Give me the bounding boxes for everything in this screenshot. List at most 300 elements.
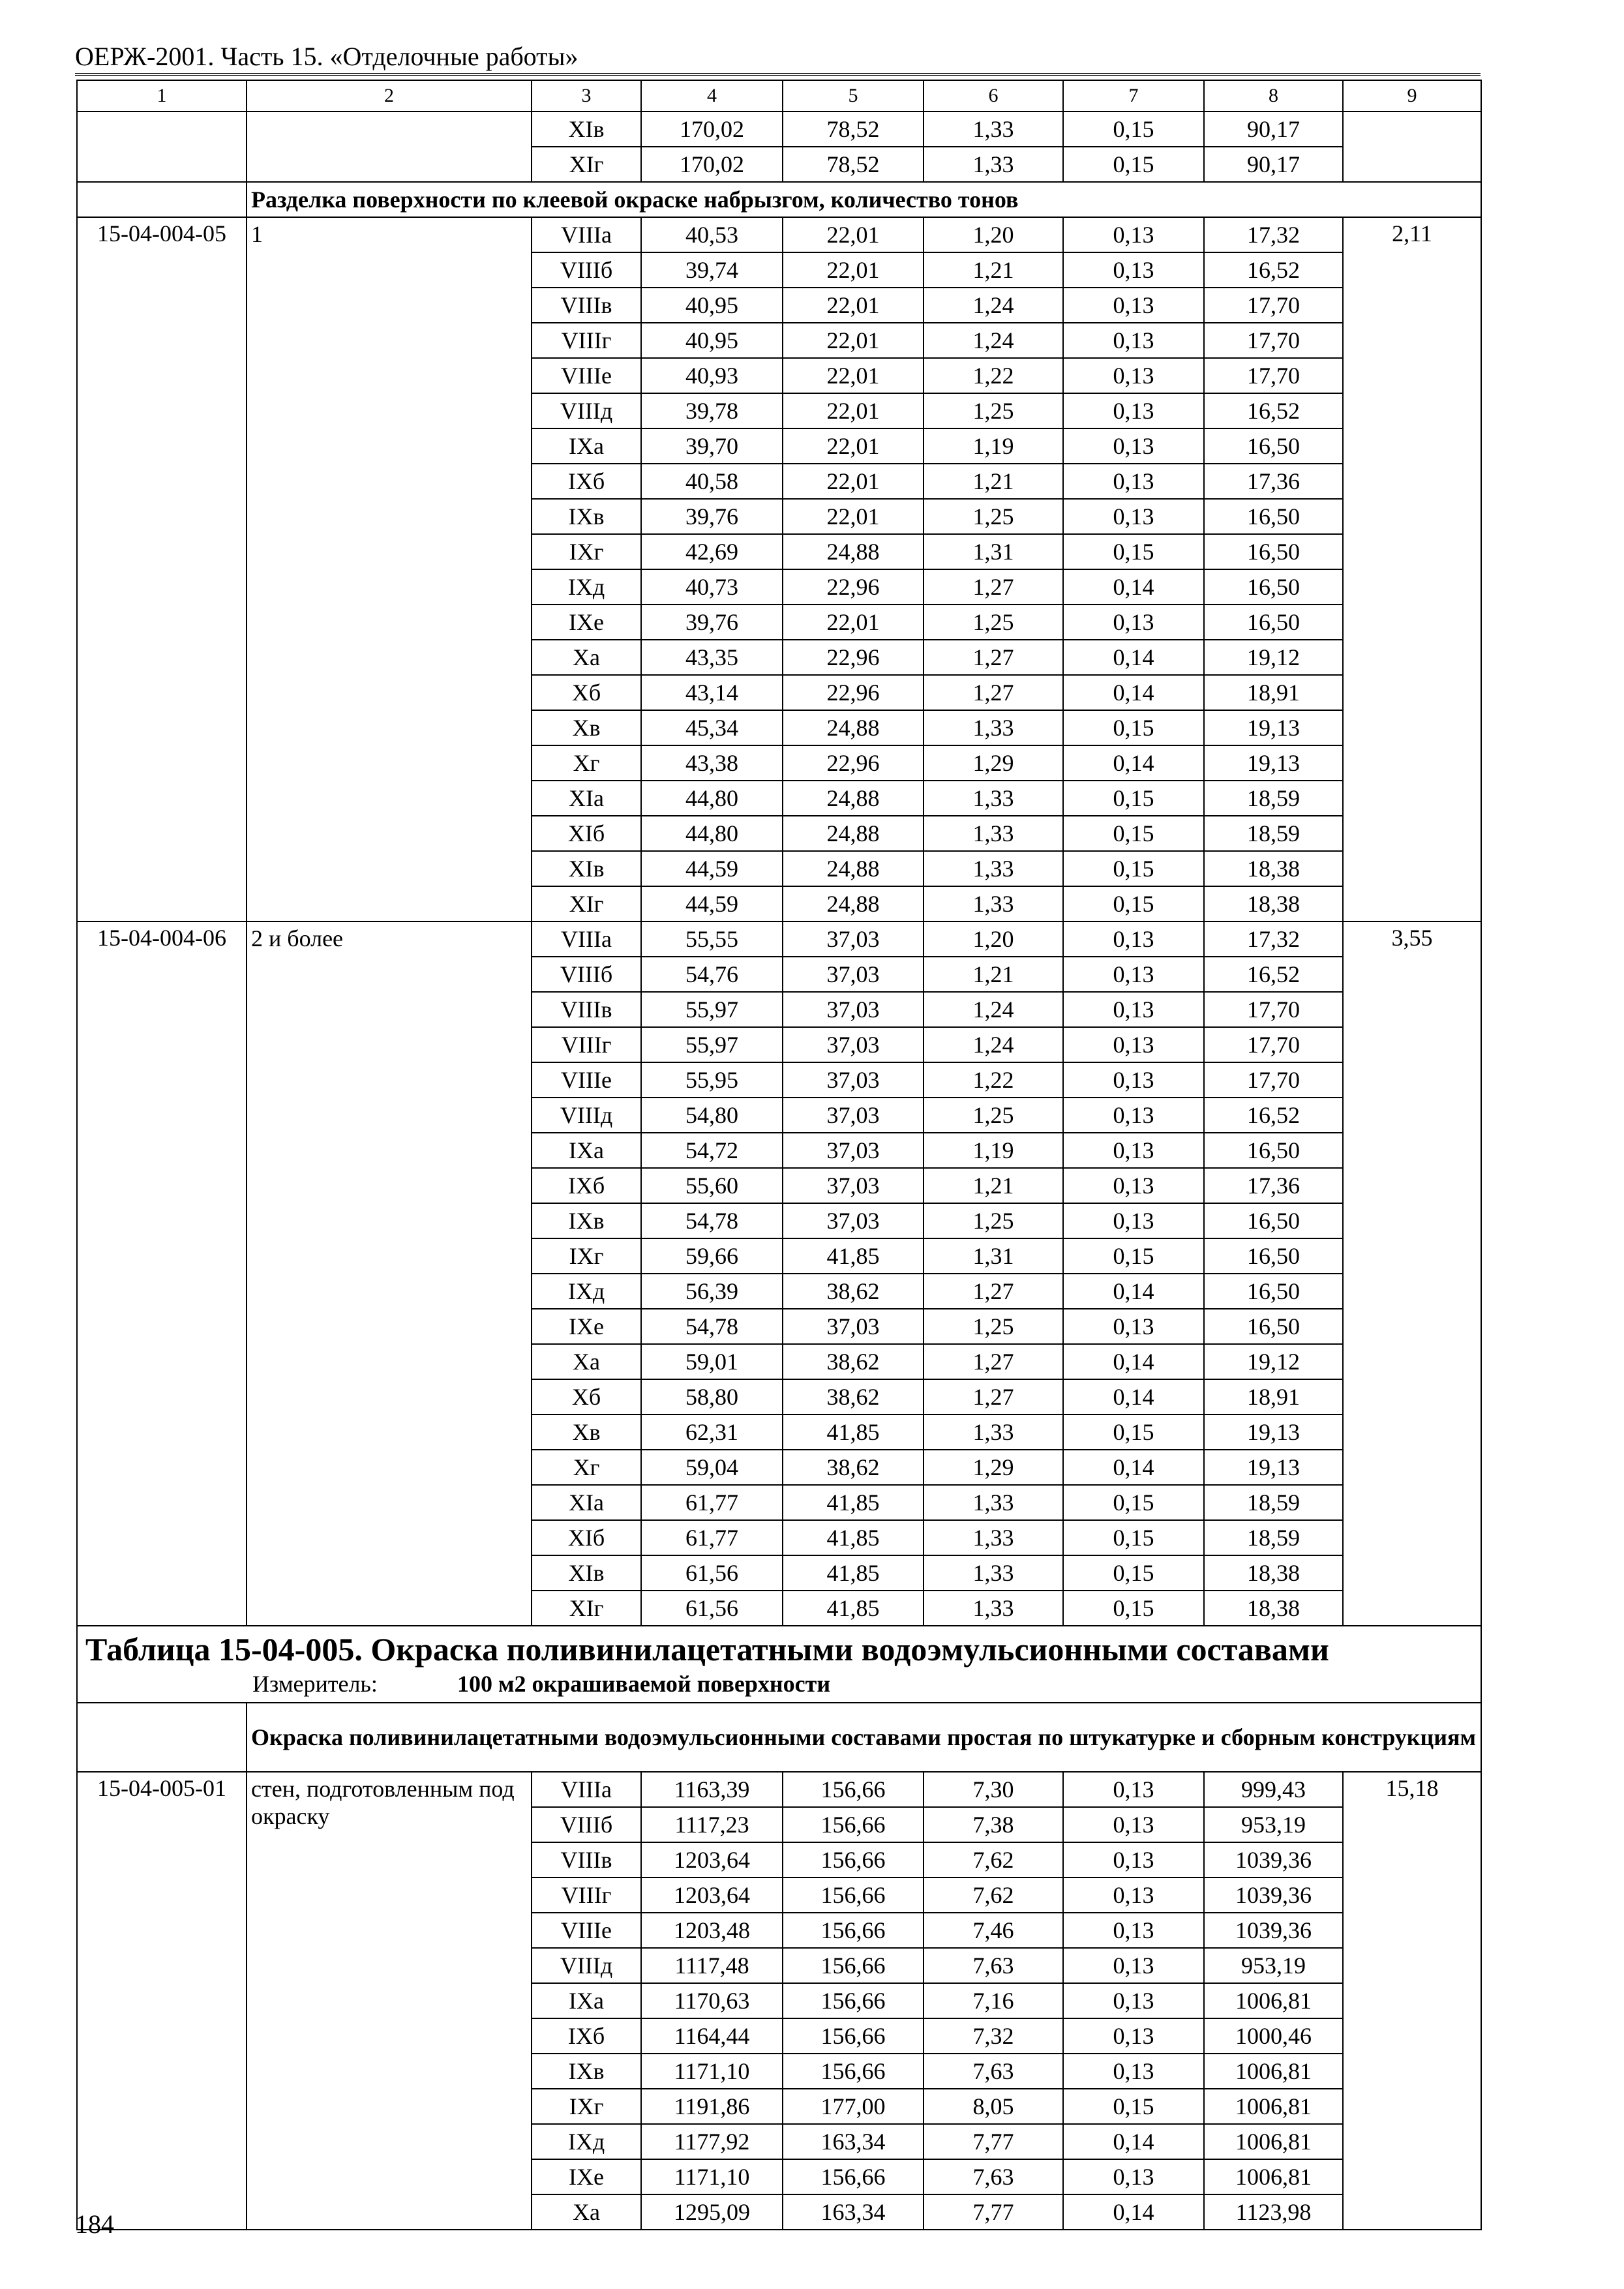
region-cell: VIIIа: [532, 217, 641, 252]
value-cell: 0,14: [1063, 569, 1204, 605]
value-cell: 1039,36: [1204, 1842, 1343, 1878]
value-cell: 1117,23: [641, 1807, 783, 1842]
rates-table-body: [77, 80, 1481, 2230]
value-cell: 1,19: [924, 428, 1063, 464]
region-cell: VIIIб: [532, 957, 641, 992]
value-cell: 19,13: [1204, 745, 1343, 781]
value-cell: 55,55: [641, 921, 783, 957]
region-cell: Xв: [532, 1414, 641, 1450]
value-cell: 0,14: [1063, 1274, 1204, 1309]
value-cell: 17,32: [1204, 921, 1343, 957]
value-cell: 0,15: [1063, 1414, 1204, 1450]
value-cell: 7,16: [924, 1983, 1063, 2018]
value-cell: 0,15: [1063, 147, 1204, 182]
region-cell: Xа: [532, 640, 641, 675]
value-cell: 1,33: [924, 851, 1063, 886]
column-number-cell: 9: [1343, 80, 1481, 112]
value-cell: 18,38: [1204, 851, 1343, 886]
value-cell: 1,33: [924, 710, 1063, 745]
value-cell: 0,13: [1063, 217, 1204, 252]
value-cell: 16,52: [1204, 393, 1343, 428]
value-cell: 0,13: [1063, 2159, 1204, 2194]
value-cell: 37,03: [783, 1062, 924, 1098]
value-cell: 170,02: [641, 147, 783, 182]
value-cell: 0,13: [1063, 358, 1204, 393]
value-cell: 22,01: [783, 288, 924, 323]
value-cell: 0,13: [1063, 323, 1204, 358]
region-cell: IXд: [532, 1274, 641, 1309]
value-cell: 44,80: [641, 816, 783, 851]
value-cell: 19,12: [1204, 1344, 1343, 1379]
value-cell: 0,15: [1063, 1555, 1204, 1591]
value-cell: 1006,81: [1204, 2054, 1343, 2089]
value-cell: 22,01: [783, 428, 924, 464]
value-cell: 16,50: [1204, 534, 1343, 569]
value-cell: 41,85: [783, 1591, 924, 1626]
section-title-blank: [77, 182, 247, 217]
region-cell: IXв: [532, 1203, 641, 1238]
value-cell: 0,13: [1063, 957, 1204, 992]
table-title: Таблица 15-04-005. Окраска поливинилацетатными водоэмульсионными составами: [85, 1631, 1329, 1668]
value-cell: 1295,09: [641, 2194, 783, 2230]
value-cell: 1171,10: [641, 2054, 783, 2089]
value-cell: 17,36: [1204, 1168, 1343, 1203]
value-cell: 0,13: [1063, 464, 1204, 499]
value-cell: 156,66: [783, 1948, 924, 1983]
value-cell: 43,38: [641, 745, 783, 781]
value-cell: 37,03: [783, 1309, 924, 1344]
value-cell: 40,73: [641, 569, 783, 605]
value-cell: 1,27: [924, 1379, 1063, 1414]
value-cell: 61,77: [641, 1520, 783, 1555]
value-cell: 156,66: [783, 2054, 924, 2089]
region-cell: IXб: [532, 1168, 641, 1203]
value-cell: 7,62: [924, 1878, 1063, 1913]
value-cell: 0,13: [1063, 1133, 1204, 1168]
value-cell: 0,15: [1063, 781, 1204, 816]
meter-value: 100 м2 окрашиваемой поверхности: [457, 1671, 831, 1697]
region-cell: Xг: [532, 745, 641, 781]
value-cell: 156,66: [783, 2159, 924, 2194]
value-cell: 18,59: [1204, 1520, 1343, 1555]
value-cell: 8,05: [924, 2089, 1063, 2124]
value-cell: 1,20: [924, 217, 1063, 252]
region-cell: IXд: [532, 2124, 641, 2159]
value-cell: 22,01: [783, 358, 924, 393]
region-cell: IXд: [532, 569, 641, 605]
value-cell: 1006,81: [1204, 2089, 1343, 2124]
value-cell: 16,50: [1204, 1238, 1343, 1274]
value-cell: 37,03: [783, 1027, 924, 1062]
region-cell: XIа: [532, 1485, 641, 1520]
value-cell: 0,13: [1063, 499, 1204, 534]
region-cell: IXа: [532, 1983, 641, 2018]
value-cell: 16,50: [1204, 499, 1343, 534]
table-title-row: [77, 1626, 1481, 1703]
value-cell: 1171,10: [641, 2159, 783, 2194]
value-cell: 40,95: [641, 288, 783, 323]
value-cell: 24,88: [783, 534, 924, 569]
value-cell: 17,70: [1204, 1027, 1343, 1062]
page-header: ОЕРЖ-2001. Часть 15. «Отделочные работы»: [75, 42, 579, 71]
value-cell: 54,78: [641, 1203, 783, 1238]
value-cell: 0,15: [1063, 112, 1204, 147]
value-cell: 44,80: [641, 781, 783, 816]
value-cell: 18,59: [1204, 781, 1343, 816]
value-cell: 17,70: [1204, 323, 1343, 358]
value-cell: 0,13: [1063, 921, 1204, 957]
section-title: Разделка поверхности по клеевой окраске набрызгом, количество тонов: [247, 182, 1481, 217]
value-cell: 0,15: [1063, 816, 1204, 851]
value-cell: 170,02: [641, 112, 783, 147]
value-cell: 0,14: [1063, 1379, 1204, 1414]
value-cell: 90,17: [1204, 147, 1343, 182]
value-cell: 0,15: [1063, 1520, 1204, 1555]
value-cell: 42,69: [641, 534, 783, 569]
region-cell: IXг: [532, 534, 641, 569]
value-cell: 22,96: [783, 745, 924, 781]
value-cell: 1,24: [924, 288, 1063, 323]
desc-cell: 2 и более: [247, 921, 532, 1626]
section-title-row: [77, 182, 1481, 217]
value-cell: 37,03: [783, 1168, 924, 1203]
value-cell: 78,52: [783, 147, 924, 182]
region-cell: VIIIа: [532, 921, 641, 957]
value-cell: 54,76: [641, 957, 783, 992]
value-cell: 24,88: [783, 781, 924, 816]
column-number-cell: 5: [783, 80, 924, 112]
region-cell: IXа: [532, 1133, 641, 1168]
value-cell: 22,01: [783, 323, 924, 358]
code-cell: 15-04-005-01: [77, 1772, 247, 2230]
value-cell: 1,22: [924, 358, 1063, 393]
code-cell: 15-04-004-05: [77, 217, 247, 921]
extra-cell: 2,11: [1343, 217, 1481, 921]
region-cell: IXв: [532, 2054, 641, 2089]
region-cell: XIв: [532, 851, 641, 886]
value-cell: 38,62: [783, 1274, 924, 1309]
value-cell: 0,13: [1063, 1983, 1204, 2018]
value-cell: 55,97: [641, 1027, 783, 1062]
region-cell: VIIIв: [532, 992, 641, 1027]
value-cell: 22,96: [783, 640, 924, 675]
value-cell: 953,19: [1204, 1807, 1343, 1842]
value-cell: 0,15: [1063, 851, 1204, 886]
value-cell: 18,38: [1204, 886, 1343, 921]
value-cell: 156,66: [783, 1913, 924, 1948]
value-cell: 16,50: [1204, 605, 1343, 640]
value-cell: 0,14: [1063, 1450, 1204, 1485]
value-cell: 18,59: [1204, 816, 1343, 851]
region-cell: XIг: [532, 1591, 641, 1626]
column-number-cell: 3: [532, 80, 641, 112]
value-cell: 24,88: [783, 886, 924, 921]
value-cell: 1203,64: [641, 1842, 783, 1878]
value-cell: 1039,36: [1204, 1878, 1343, 1913]
value-cell: 39,76: [641, 499, 783, 534]
value-cell: 16,52: [1204, 957, 1343, 992]
region-cell: IXг: [532, 2089, 641, 2124]
value-cell: 41,85: [783, 1555, 924, 1591]
region-cell: VIIIг: [532, 1027, 641, 1062]
value-cell: 44,59: [641, 886, 783, 921]
value-cell: 0,14: [1063, 1344, 1204, 1379]
section-title: Окраска поливинилацетатными водоэмульсионными составами простая по штукатурке и сборным конструкциям: [247, 1703, 1481, 1772]
value-cell: 24,88: [783, 816, 924, 851]
value-cell: 22,01: [783, 605, 924, 640]
value-cell: 61,77: [641, 1485, 783, 1520]
value-cell: 37,03: [783, 992, 924, 1027]
region-cell: VIIIг: [532, 1878, 641, 1913]
value-cell: 1000,46: [1204, 2018, 1343, 2054]
value-cell: 1203,48: [641, 1913, 783, 1948]
value-cell: 55,95: [641, 1062, 783, 1098]
section-title-row: [77, 1703, 1481, 1772]
region-cell: VIIIв: [532, 288, 641, 323]
value-cell: 16,50: [1204, 569, 1343, 605]
value-cell: 40,95: [641, 323, 783, 358]
value-cell: 0,13: [1063, 1027, 1204, 1062]
value-cell: 16,52: [1204, 252, 1343, 288]
value-cell: 1,29: [924, 1450, 1063, 1485]
value-cell: 1,25: [924, 605, 1063, 640]
value-cell: 1,21: [924, 957, 1063, 992]
value-cell: 22,01: [783, 217, 924, 252]
value-cell: 0,13: [1063, 1842, 1204, 1878]
value-cell: 19,13: [1204, 710, 1343, 745]
value-cell: 0,14: [1063, 2194, 1204, 2230]
region-cell: VIIIе: [532, 358, 641, 393]
value-cell: 1,33: [924, 1485, 1063, 1520]
region-cell: XIг: [532, 886, 641, 921]
value-cell: 0,15: [1063, 886, 1204, 921]
value-cell: 0,13: [1063, 605, 1204, 640]
table-row: [77, 921, 1481, 957]
desc-cell: 1: [247, 217, 532, 921]
value-cell: 22,01: [783, 499, 924, 534]
value-cell: 0,13: [1063, 2018, 1204, 2054]
value-cell: 0,13: [1063, 288, 1204, 323]
value-cell: 0,13: [1063, 428, 1204, 464]
value-cell: 999,43: [1204, 1772, 1343, 1807]
region-cell: XIб: [532, 816, 641, 851]
value-cell: 0,15: [1063, 1591, 1204, 1626]
column-numbers-row: [77, 80, 1481, 112]
section-title-blank: [77, 1703, 247, 1772]
region-cell: Xа: [532, 2194, 641, 2230]
value-cell: 18,59: [1204, 1485, 1343, 1520]
value-cell: 54,80: [641, 1098, 783, 1133]
value-cell: 1,21: [924, 464, 1063, 499]
value-cell: 1177,92: [641, 2124, 783, 2159]
value-cell: 17,36: [1204, 464, 1343, 499]
value-cell: 1,27: [924, 1344, 1063, 1379]
value-cell: 59,04: [641, 1450, 783, 1485]
value-cell: 24,88: [783, 710, 924, 745]
value-cell: 16,50: [1204, 428, 1343, 464]
value-cell: 24,88: [783, 851, 924, 886]
value-cell: 7,63: [924, 2054, 1063, 2089]
value-cell: 40,58: [641, 464, 783, 499]
value-cell: 16,50: [1204, 1309, 1343, 1344]
value-cell: 0,13: [1063, 992, 1204, 1027]
value-cell: 22,01: [783, 252, 924, 288]
value-cell: 1117,48: [641, 1948, 783, 1983]
value-cell: 953,19: [1204, 1948, 1343, 1983]
region-cell: IXв: [532, 499, 641, 534]
region-cell: VIIIг: [532, 323, 641, 358]
value-cell: 7,46: [924, 1913, 1063, 1948]
value-cell: 7,30: [924, 1772, 1063, 1807]
desc-cell: стен, подготовленным под окраску: [247, 1772, 532, 2230]
desc-cell: [247, 112, 532, 182]
value-cell: 1,24: [924, 992, 1063, 1027]
region-cell: VIIIд: [532, 1098, 641, 1133]
region-cell: VIIIд: [532, 393, 641, 428]
region-cell: IXе: [532, 605, 641, 640]
region-cell: XIг: [532, 147, 641, 182]
value-cell: 90,17: [1204, 112, 1343, 147]
value-cell: 1,21: [924, 1168, 1063, 1203]
value-cell: 1170,63: [641, 1983, 783, 2018]
value-cell: 55,97: [641, 992, 783, 1027]
header-rule: [75, 73, 1481, 76]
column-number-cell: 1: [77, 80, 247, 112]
value-cell: 1,33: [924, 816, 1063, 851]
value-cell: 1,25: [924, 499, 1063, 534]
value-cell: 38,62: [783, 1344, 924, 1379]
value-cell: 54,78: [641, 1309, 783, 1344]
value-cell: 1,20: [924, 921, 1063, 957]
column-number-cell: 6: [924, 80, 1063, 112]
value-cell: 0,13: [1063, 1062, 1204, 1098]
value-cell: 54,72: [641, 1133, 783, 1168]
value-cell: 7,63: [924, 2159, 1063, 2194]
value-cell: 1,27: [924, 640, 1063, 675]
extra-cell: 15,18: [1343, 1772, 1481, 2230]
value-cell: 156,66: [783, 1772, 924, 1807]
value-cell: 40,93: [641, 358, 783, 393]
region-cell: XIв: [532, 112, 641, 147]
value-cell: 7,62: [924, 1842, 1063, 1878]
value-cell: 16,50: [1204, 1274, 1343, 1309]
value-cell: 43,35: [641, 640, 783, 675]
value-cell: 0,15: [1063, 1238, 1204, 1274]
region-cell: IXе: [532, 2159, 641, 2194]
value-cell: 38,62: [783, 1379, 924, 1414]
extra-cell: 3,55: [1343, 921, 1481, 1626]
code-cell: [77, 112, 247, 182]
value-cell: 1,33: [924, 1414, 1063, 1450]
value-cell: 1006,81: [1204, 1983, 1343, 2018]
value-cell: 17,70: [1204, 992, 1343, 1027]
region-cell: IXб: [532, 464, 641, 499]
value-cell: 22,01: [783, 393, 924, 428]
value-cell: 1,25: [924, 1098, 1063, 1133]
value-cell: 0,14: [1063, 640, 1204, 675]
column-number-cell: 4: [641, 80, 783, 112]
value-cell: 16,50: [1204, 1133, 1343, 1168]
value-cell: 156,66: [783, 2018, 924, 2054]
region-cell: IXг: [532, 1238, 641, 1274]
value-cell: 17,70: [1204, 288, 1343, 323]
region-cell: Xг: [532, 1450, 641, 1485]
value-cell: 1163,39: [641, 1772, 783, 1807]
value-cell: 18,38: [1204, 1591, 1343, 1626]
value-cell: 39,70: [641, 428, 783, 464]
value-cell: 61,56: [641, 1591, 783, 1626]
value-cell: 43,14: [641, 675, 783, 710]
value-cell: 1,33: [924, 147, 1063, 182]
value-cell: 44,59: [641, 851, 783, 886]
value-cell: 1,31: [924, 534, 1063, 569]
value-cell: 18,38: [1204, 1555, 1343, 1591]
region-cell: VIIIб: [532, 1807, 641, 1842]
value-cell: 59,01: [641, 1344, 783, 1379]
value-cell: 19,13: [1204, 1450, 1343, 1485]
region-cell: IXе: [532, 1309, 641, 1344]
value-cell: 19,13: [1204, 1414, 1343, 1450]
value-cell: 22,96: [783, 569, 924, 605]
value-cell: 156,66: [783, 1878, 924, 1913]
region-cell: Xв: [532, 710, 641, 745]
value-cell: 1,27: [924, 569, 1063, 605]
value-cell: 41,85: [783, 1485, 924, 1520]
value-cell: 0,13: [1063, 1203, 1204, 1238]
value-cell: 0,13: [1063, 1948, 1204, 1983]
region-cell: IXб: [532, 2018, 641, 2054]
value-cell: 38,62: [783, 1450, 924, 1485]
value-cell: 0,14: [1063, 745, 1204, 781]
value-cell: 17,70: [1204, 1062, 1343, 1098]
value-cell: 78,52: [783, 112, 924, 147]
value-cell: 37,03: [783, 957, 924, 992]
value-cell: 0,14: [1063, 2124, 1204, 2159]
value-cell: 163,34: [783, 2194, 924, 2230]
value-cell: 0,13: [1063, 1309, 1204, 1344]
region-cell: XIв: [532, 1555, 641, 1591]
value-cell: 1,33: [924, 1555, 1063, 1591]
value-cell: 7,77: [924, 2124, 1063, 2159]
value-cell: 163,34: [783, 2124, 924, 2159]
region-cell: XIа: [532, 781, 641, 816]
value-cell: 0,15: [1063, 534, 1204, 569]
value-cell: 61,56: [641, 1555, 783, 1591]
value-cell: 1006,81: [1204, 2159, 1343, 2194]
value-cell: 17,32: [1204, 217, 1343, 252]
value-cell: 0,15: [1063, 1485, 1204, 1520]
region-cell: VIIIе: [532, 1913, 641, 1948]
value-cell: 0,13: [1063, 1772, 1204, 1807]
value-cell: 18,91: [1204, 675, 1343, 710]
value-cell: 1123,98: [1204, 2194, 1343, 2230]
region-cell: VIIIв: [532, 1842, 641, 1878]
value-cell: 1,33: [924, 886, 1063, 921]
value-cell: 39,76: [641, 605, 783, 640]
value-cell: 1191,86: [641, 2089, 783, 2124]
value-cell: 1,27: [924, 1274, 1063, 1309]
value-cell: 1,33: [924, 1591, 1063, 1626]
value-cell: 1,29: [924, 745, 1063, 781]
value-cell: 1,24: [924, 323, 1063, 358]
region-cell: VIIIб: [532, 252, 641, 288]
rates-table: [76, 80, 1482, 2230]
value-cell: 1203,64: [641, 1878, 783, 1913]
value-cell: 59,66: [641, 1238, 783, 1274]
table-title-cell: [77, 1626, 1481, 1703]
value-cell: 0,13: [1063, 1098, 1204, 1133]
value-cell: 19,12: [1204, 640, 1343, 675]
